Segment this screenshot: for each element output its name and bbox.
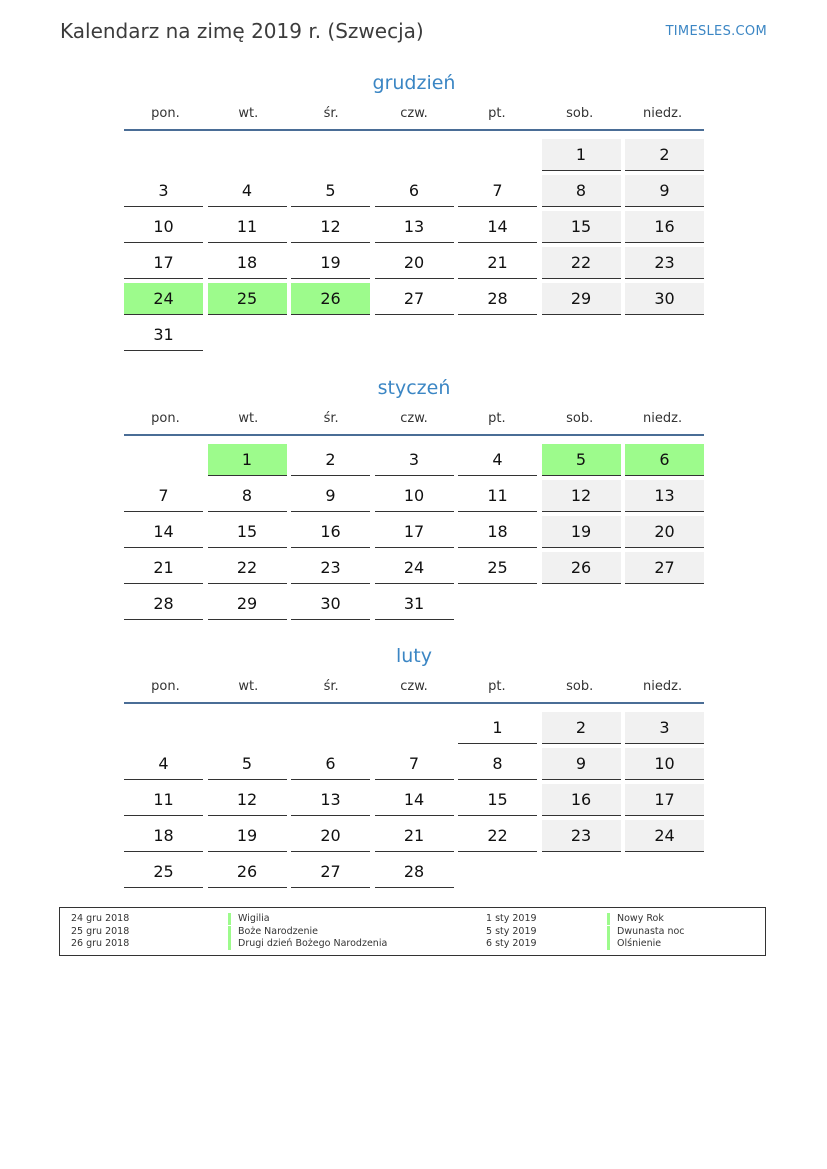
weekday-label: czw. <box>400 679 428 694</box>
month-name: grudzień <box>372 72 456 94</box>
day-cell: 10 <box>124 211 203 243</box>
holiday-day-cell: 6 <box>625 444 704 476</box>
day-cell: 23 <box>625 247 704 279</box>
day-cell: 10 <box>375 480 454 512</box>
day-cell: 8 <box>542 175 621 207</box>
month-calendar <box>124 374 704 620</box>
day-cell: 28 <box>458 283 537 315</box>
weekday-label: wt. <box>238 106 259 121</box>
day-cell: 21 <box>375 820 454 852</box>
weekday-label: sob. <box>566 106 594 121</box>
day-cell: 24 <box>375 552 454 584</box>
day-cell: 13 <box>375 211 454 243</box>
day-cell: 20 <box>291 820 370 852</box>
day-cell: 26 <box>208 856 287 888</box>
holiday-legend <box>59 907 766 956</box>
weekday-label: sob. <box>566 411 594 426</box>
weekday-label: pt. <box>488 106 506 121</box>
day-cell: 8 <box>208 480 287 512</box>
weekday-label: wt. <box>238 411 259 426</box>
weekday-label: pt. <box>488 411 506 426</box>
day-cell: 16 <box>291 516 370 548</box>
day-cell: 16 <box>542 784 621 816</box>
day-cell: 27 <box>625 552 704 584</box>
day-cell: 2 <box>625 139 704 171</box>
legend-name: Boże Narodzenie <box>228 926 318 938</box>
empty-cell <box>291 139 370 171</box>
day-grid <box>124 440 704 620</box>
page-title: Kalendarz na zimę 2019 r. (Szwecja) <box>60 19 424 43</box>
day-cell: 23 <box>542 820 621 852</box>
weekday-label: niedz. <box>643 679 683 694</box>
empty-cell <box>208 712 287 744</box>
weekday-label: śr. <box>323 106 339 121</box>
legend-name: Drugi dzień Bożego Narodzenia <box>228 938 387 950</box>
day-cell: 29 <box>542 283 621 315</box>
day-cell: 28 <box>375 856 454 888</box>
day-cell: 29 <box>208 588 287 620</box>
day-cell: 14 <box>458 211 537 243</box>
month-calendar <box>124 642 704 888</box>
day-cell: 25 <box>124 856 203 888</box>
day-cell: 4 <box>458 444 537 476</box>
day-cell: 25 <box>458 552 537 584</box>
day-cell: 20 <box>625 516 704 548</box>
day-cell: 30 <box>625 283 704 315</box>
day-cell: 13 <box>625 480 704 512</box>
day-grid <box>124 135 704 351</box>
day-cell: 19 <box>291 247 370 279</box>
day-cell: 3 <box>375 444 454 476</box>
day-cell: 11 <box>208 211 287 243</box>
day-cell: 5 <box>291 175 370 207</box>
weekday-label: śr. <box>323 411 339 426</box>
legend-date: 26 gru 2018 <box>71 938 130 949</box>
weekday-label: niedz. <box>643 411 683 426</box>
day-cell: 27 <box>375 283 454 315</box>
day-cell: 7 <box>375 748 454 780</box>
day-cell: 4 <box>208 175 287 207</box>
day-cell: 22 <box>542 247 621 279</box>
day-cell: 11 <box>458 480 537 512</box>
day-cell: 31 <box>124 319 203 351</box>
day-cell: 22 <box>208 552 287 584</box>
day-cell: 1 <box>458 712 537 744</box>
day-cell: 3 <box>625 712 704 744</box>
day-cell: 8 <box>458 748 537 780</box>
day-cell: 27 <box>291 856 370 888</box>
day-cell: 14 <box>124 516 203 548</box>
day-cell: 12 <box>542 480 621 512</box>
day-cell: 18 <box>124 820 203 852</box>
day-cell: 7 <box>124 480 203 512</box>
day-cell: 21 <box>124 552 203 584</box>
day-cell: 24 <box>625 820 704 852</box>
day-cell: 11 <box>124 784 203 816</box>
day-cell: 17 <box>124 247 203 279</box>
day-cell: 7 <box>458 175 537 207</box>
empty-cell <box>291 712 370 744</box>
weekday-label: śr. <box>323 679 339 694</box>
holiday-day-cell: 25 <box>208 283 287 315</box>
legend-name: Dwunasta noc <box>607 926 685 938</box>
holiday-day-cell: 26 <box>291 283 370 315</box>
holiday-day-cell: 5 <box>542 444 621 476</box>
month-name: styczeń <box>377 377 451 399</box>
day-cell: 16 <box>625 211 704 243</box>
day-cell: 18 <box>208 247 287 279</box>
day-cell: 3 <box>124 175 203 207</box>
day-cell: 2 <box>542 712 621 744</box>
weekday-label: pon. <box>151 679 180 694</box>
weekday-label: czw. <box>400 411 428 426</box>
day-grid <box>124 708 704 888</box>
month-calendar <box>124 69 704 351</box>
day-cell: 6 <box>375 175 454 207</box>
day-cell: 17 <box>375 516 454 548</box>
empty-cell <box>124 139 203 171</box>
weekday-label: niedz. <box>643 106 683 121</box>
day-cell: 22 <box>458 820 537 852</box>
month-name: luty <box>395 645 432 667</box>
day-cell: 9 <box>291 480 370 512</box>
legend-date: 1 sty 2019 <box>486 913 537 924</box>
empty-cell <box>375 139 454 171</box>
weekday-label: wt. <box>238 679 259 694</box>
legend-date: 6 sty 2019 <box>486 938 537 949</box>
legend-name: Olśnienie <box>607 938 661 950</box>
day-cell: 12 <box>291 211 370 243</box>
day-cell: 23 <box>291 552 370 584</box>
day-cell: 18 <box>458 516 537 548</box>
day-cell: 19 <box>208 820 287 852</box>
day-cell: 21 <box>458 247 537 279</box>
legend-date: 5 sty 2019 <box>486 926 537 937</box>
empty-cell <box>375 712 454 744</box>
day-cell: 9 <box>542 748 621 780</box>
day-cell: 6 <box>291 748 370 780</box>
day-cell: 31 <box>375 588 454 620</box>
day-cell: 17 <box>625 784 704 816</box>
weekday-label: czw. <box>400 106 428 121</box>
empty-cell <box>208 139 287 171</box>
legend-date: 24 gru 2018 <box>71 913 130 924</box>
legend-name: Nowy Rok <box>607 913 664 925</box>
day-cell: 30 <box>291 588 370 620</box>
day-cell: 9 <box>625 175 704 207</box>
weekday-label: pon. <box>151 106 180 121</box>
day-cell: 20 <box>375 247 454 279</box>
weekday-header <box>124 105 704 131</box>
day-cell: 19 <box>542 516 621 548</box>
day-cell: 28 <box>124 588 203 620</box>
weekday-header <box>124 410 704 436</box>
day-cell: 15 <box>542 211 621 243</box>
day-cell: 15 <box>208 516 287 548</box>
legend-name: Wigilia <box>228 913 270 925</box>
day-cell: 10 <box>625 748 704 780</box>
day-cell: 13 <box>291 784 370 816</box>
day-cell: 26 <box>542 552 621 584</box>
day-cell: 1 <box>542 139 621 171</box>
weekday-label: pt. <box>488 679 506 694</box>
empty-cell <box>124 712 203 744</box>
day-cell: 12 <box>208 784 287 816</box>
empty-cell <box>458 139 537 171</box>
holiday-day-cell: 1 <box>208 444 287 476</box>
legend-date: 25 gru 2018 <box>71 926 130 937</box>
day-cell: 2 <box>291 444 370 476</box>
holiday-day-cell: 24 <box>124 283 203 315</box>
day-cell: 14 <box>375 784 454 816</box>
day-cell: 15 <box>458 784 537 816</box>
weekday-header <box>124 678 704 704</box>
day-cell: 5 <box>208 748 287 780</box>
day-cell: 4 <box>124 748 203 780</box>
empty-cell <box>124 444 203 476</box>
site-link[interactable]: TIMESLES.COM <box>665 24 767 39</box>
weekday-label: sob. <box>566 679 594 694</box>
weekday-label: pon. <box>151 411 180 426</box>
